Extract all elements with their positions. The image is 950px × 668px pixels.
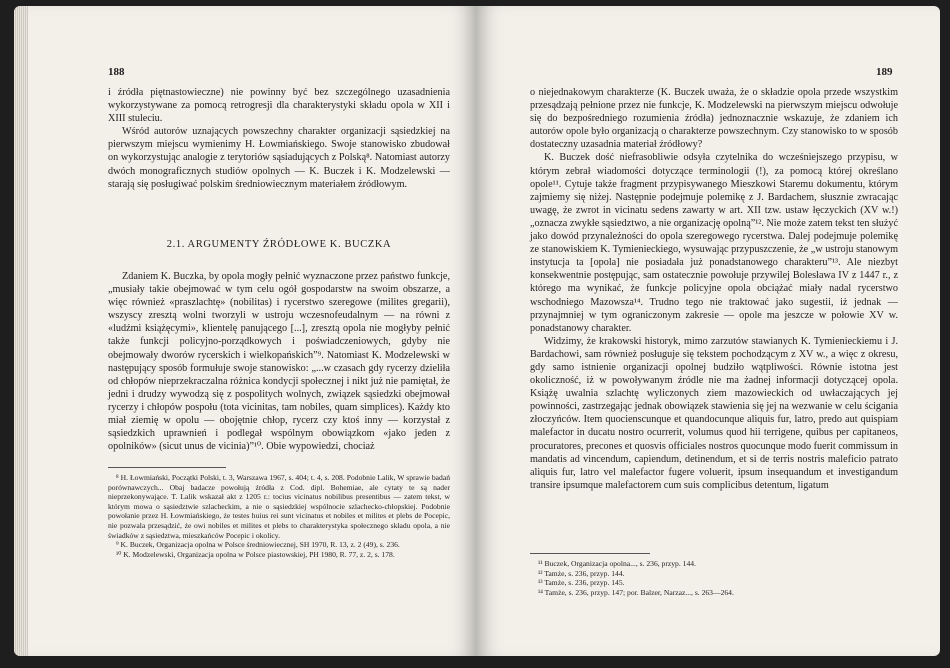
- footnote: ¹⁰ K. Modzelewski, Organizacja opolna w Polsce piastowskiej, PH 1980, R. 77, z. 2, s. 178.: [116, 549, 395, 559]
- page-number: 188: [108, 66, 125, 78]
- footnote-rule: [530, 553, 650, 554]
- right-body: [530, 86, 898, 492]
- paragraph: o niejednakowym charakterze (K. Buczek uważa, że o składzie opola przede wszystkim przesądzają pełnione przez nie funkcje, K. Modzelewski na pierwszym miejscu odwołuje się do bezpośredniego rozumienia źródła) jednoznacznie wskazuje, że zdaniem ich autorów opole było organizacją o charakterze powszechnym. Czy stanowisko to w sposób dostateczny uzasadnia materiał źródłowy?: [530, 87, 898, 151]
- footnotes: [530, 559, 898, 597]
- page-number: 189: [876, 66, 893, 78]
- footnote: ⁹ K. Buczek, Organizacja opolna w Polsce średniowiecznej, SH 1970, R. 13, z. 2 (49), s. 236.: [116, 540, 400, 550]
- footnotes: [108, 473, 450, 559]
- left-body-top: [108, 86, 450, 191]
- book-spread: [14, 6, 940, 656]
- left-page: [14, 6, 476, 656]
- footnote-rule: [108, 467, 226, 468]
- paragraph: Wśród autorów uznających powszechny charakter organizacji sąsiedzkiej na pierwszym miejscu wymienimy H. Łowmiańskiego. Swoje stanowisko zbudował on wykorzystując analogie z terytoriów sąsiadujących z Polską⁸. Natomiast autorzy dwóch monograficznych studiów opolnych — K. Buczek i K. Modzelewski — starają się posługiwać polskim średniowiecznym materiałem źródłowym.: [108, 126, 450, 190]
- footnote: ¹² Tamże, s. 236, przyp. 144.: [538, 568, 625, 578]
- footnote: ¹¹ Buczek, Organizacja opolna..., s. 236, przyp. 144.: [538, 559, 696, 568]
- right-page: [476, 6, 940, 656]
- paragraph: Widzimy, że krakowski historyk, mimo zarzutów stawianych K. Tymienieckiemu i J. Bardachowi, sam również posługuje się tekstem pochodzącym z XV w., a więc z okresu, gdy samo istnienie organizacji opolnej budziło wątpliwości. Równie istotna jest okoliczność, iż w powoływanym źródle nie ma żadnej informacji dotyczącej opola. Książę uwalnia szlachtę wyliczonych ziem mazowieckich od uwłaczających jej powinności, zastrzegając jednak obowiązek stawienia się jej na wezwanie w celu ścigania złoczyńców. Item quocienscunque et quandocunque aliquis fur, latro, predo aut quispiam malefactor in ducatu nostro ocurrerit, volumus quod hii terrigene, quibus per capitaneos, procuratores, precones et quosvis officiales nostros quocunque modo fuerit commissum in mandatis ad vincendum, capiendum, detinendum, et si de terris nostris maleficio patrato aliquis fur, latro vel malefactor fugere voluerit, ipsum insequandum et investigandum transire ipsumque malefactorem cum suis complicibus detentum, ligatum: [530, 335, 898, 491]
- footnote: ¹³ Tamże, s. 236, przyp. 145.: [538, 578, 625, 588]
- paragraph: i źródła piętnastowieczne) nie powinny być bez szczególnego uzasadnienia wykorzystywane za pomocą retrogresji dla charakterystyki składu opola w XII i XIII stuleciu.: [108, 87, 450, 125]
- footnote: ⁸ H. Łowmiański, Początki Polski, t. 3, Warszawa 1967, s. 404; t. 4, s. 208. Podobnie Lalik, W sprawie badań porównawczych... Obaj badacze powołują źródła z Cod. dipl. Bohemiae, ale cytaty te są nader nieprzekonywające. T. Lalik wskazał akt z 1205 r.: tocius vicinatus nobilibus presentibus — zatem tekst, w którym mowa o sąsiedztwie szlacheckim, a nie o sąsiedzkiej wspólnocie szlachecko-chłopskiej. Podobnie powołanie przez H. Łowmiańskiego, że testes huius rei sunt vicinatus et nobiles et milites et plebs de Pocepic, nie pozwala przesądzić, że owi nobiles et milites et plebs to charakterystyka społecznego składu opola, a nie świadków z sąsiedztwa, mieszkańców Pocepic i okolicy.: [108, 473, 450, 540]
- section-heading: 2.1. ARGUMENTY ŹRÓDŁOWE K. BUCZKA: [166, 239, 392, 250]
- paragraph: Zdaniem K. Buczka, by opola mogły pełnić wyznaczone przez państwo funkcje, „musiały takie obejmować w tym celu ogół gospodarstw na swoim obszarze, a więc również «praszlachtę» (nobilitas) i rycerstwo szeregowe (milites gregarii), wszyscy zresztą wolni tworzyli w ustroju wczesnofeudalnym — na równi z «ludźmi książęcymi», klientelę panującego [...], zresztą opola nie mogłyby pełnić także funkcji policyjno-porządkowych i poświadczeniowych, gdyby nie obejmowały dworów rycerskich i wielkopańskich”⁹. Natomiast K. Modzelewski w następujący sposób formułuje swoje stanowisko: „...w czasach gdy rycerzy dzieliła od chłopów nieprzekraczalna różnica kondycji społecznej i nikt już nie pamiętał, że jedni i drudzy wywodzą się z pospolitych wolnych, związek sąsiedzki obejmował rycerzy i chłopów pospołu (tota vicinitas, tam nobiles, quam simplices). Każdy kto miał ziemię w opolu — obojętnie chłop, rycerz czy ktoś inny — korzystał z sąsiedzkich uprawnień i podlegał wspólnym obowiązkom «jako jeden z opolników» (sicut unus de vicinia)”¹⁰. Obie wypowiedzi, chociaż: [108, 271, 450, 453]
- page-edges: [14, 6, 28, 656]
- left-body-bottom: [108, 270, 450, 453]
- paragraph: K. Buczek dość niefrasobliwie odsyła czytelnika do wcześniejszego przypisu, w którym zebrał wiadomości dotyczące terminologii (!), za pomocą której określano opole¹¹. Cytuje także fragment przypisywanego Mieszkowi Staremu dokumentu, którym zajmiemy się niżej. Następnie podejmuje polemikę z J. Bardachem, słusznie zwracając uwagę, że zwrot in vicinatu sedens zawarty w art. XII tzw. ustaw łęczyckich (XV w.!) „oznacza zwykłe sąsiedztwo, a nie organizację opolną”¹². Nie może zatem tekst ten służyć jako dowód przynależności do opola szeregowego rycerstwa. Dalej podejmuje polemikę ze stanowiskiem K. Tymienieckiego, wysuwając przypuszczenie, że „w ustroju stanowym instytucja ta [opola] nie posiadała już ponadstanowego charakteru”¹³. Ale niezbyt konsekwentnie postępując, sam ostatecznie powołuje przywilej Bolesława IV z 1447 r., z którego ma wynikać, że funkcje policyjne opola obciążać miały nadal rycerstwo wschodniego Mazowsza¹⁴. Trudno tego nie traktować jako sugestii, iż jednak — przynajmniej w tym ograniczonym zakresie — opole ma jeszcze w połowie XV w. ponadstanowy charakter.: [530, 152, 898, 334]
- footnote: ¹⁴ Tamże, s. 236, przyp. 147; por. Balzer, Narzaz..., s. 263—264.: [538, 587, 734, 597]
